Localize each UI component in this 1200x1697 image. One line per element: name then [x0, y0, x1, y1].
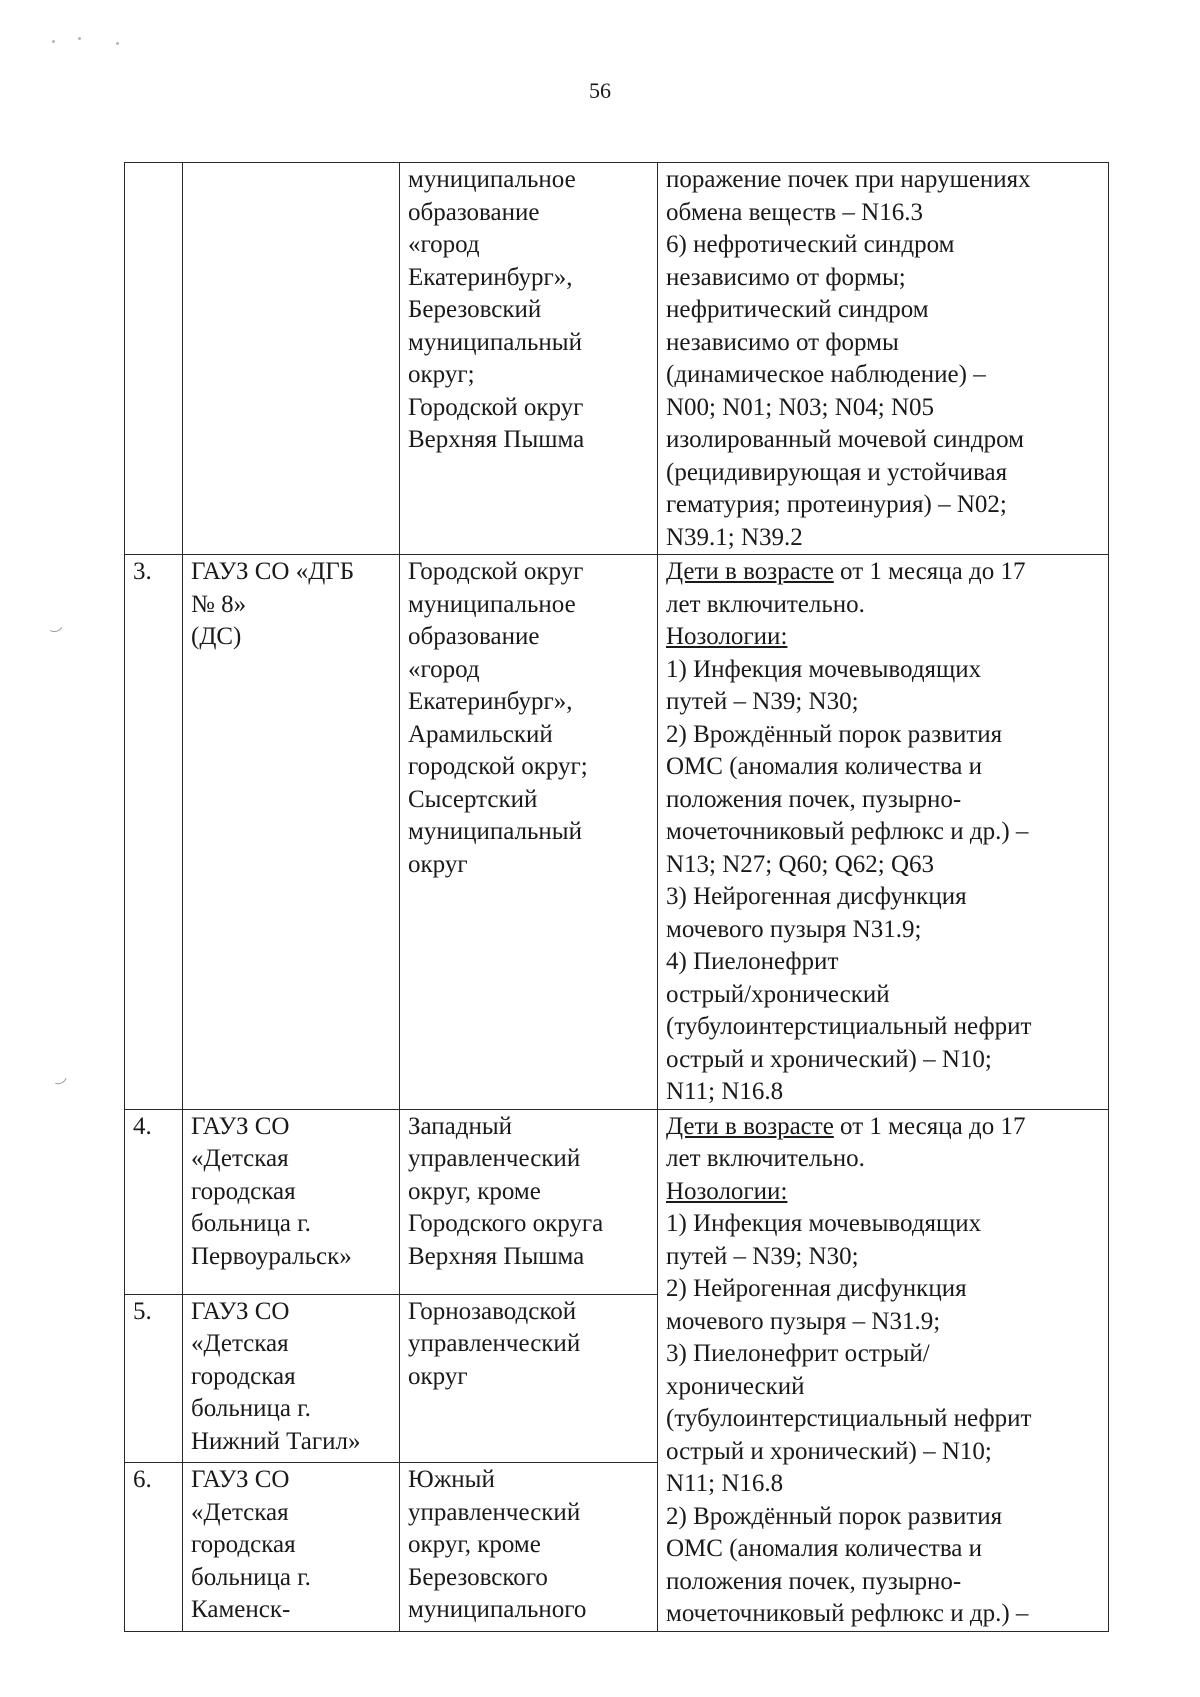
text-line: (рецидивирующая и устойчивая — [666, 458, 1008, 486]
text-line: положения почек, пузырно- — [666, 785, 962, 813]
text-line: мочевого пузыря – N31.9; — [666, 1307, 941, 1335]
row-number: 6. — [125, 1463, 183, 1631]
territory-cell — [400, 163, 658, 555]
text-line: городская — [191, 1177, 296, 1205]
age-range-cont: лет включительно. — [666, 1145, 865, 1172]
nosology-list — [666, 654, 1100, 1109]
text-line: округ — [408, 850, 468, 878]
text-line: Каменск- — [191, 1596, 291, 1624]
text-line: управленческий — [408, 1498, 581, 1526]
text-line: мочеточниковый рефлюкс и др.) – — [666, 818, 1029, 845]
text-line: городская — [191, 1362, 296, 1390]
text-line: Городской округ — [408, 558, 584, 585]
text-line: Сысертский — [408, 785, 538, 813]
text-line: Арамильский — [408, 720, 553, 748]
text-line: образование — [408, 198, 540, 226]
text-line: Екатеринбург», — [408, 688, 573, 715]
text-line: городской округ; — [408, 753, 588, 780]
text-line: Первоуральск» — [191, 1242, 352, 1270]
text-line: муниципальное — [408, 590, 576, 618]
text-line: 4) Пиелонефрит — [666, 948, 839, 975]
age-label: Дети в возрасте — [666, 1112, 834, 1140]
text-line: 2) Врождённый порок развития — [666, 720, 1003, 748]
text-line: ОМС (аномалия количества и — [666, 1535, 983, 1562]
scan-speck — [52, 40, 55, 43]
text-line: управленческий — [408, 1330, 581, 1358]
text-line: ГАУЗ СО «ДГБ — [191, 558, 355, 585]
text-line: гематурия; протеинурия) – N02; — [666, 491, 1007, 518]
text-line: независимо от формы; — [666, 263, 906, 291]
text-line: муниципальный — [408, 818, 582, 845]
text-line: Березовский — [408, 296, 542, 323]
text-line: путей – N39; N30; — [666, 688, 859, 715]
text-line: больница г. — [191, 1210, 311, 1237]
text-line: Горнозаводской — [408, 1297, 577, 1325]
text-line: N11; N16.8 — [666, 1470, 784, 1497]
organization-cell — [183, 1463, 400, 1631]
organization-cell — [183, 555, 400, 1110]
text-line: 2) Нейрогенная дисфункция — [666, 1275, 967, 1302]
row-number: 4. — [125, 1109, 183, 1294]
text-line: «Детская — [191, 1330, 289, 1358]
text-line: Екатеринбург», — [408, 263, 573, 291]
organization-cell — [183, 163, 400, 555]
text-line: больница г. — [191, 1563, 311, 1591]
text-line: 3) Нейрогенная дисфункция — [666, 883, 967, 910]
table-row — [125, 163, 1109, 555]
text-line: «Детская — [191, 1498, 289, 1526]
text-line: мочевого пузыря N31.9; — [666, 915, 922, 943]
text-line: мочеточниковый рефлюкс и др.) – — [666, 1600, 1029, 1627]
text-line: округ — [408, 1362, 468, 1390]
text-line: округ, кроме — [408, 1531, 541, 1559]
nosology-list — [666, 1208, 1100, 1631]
text-line: хронический — [666, 1372, 805, 1400]
text-line: городская — [191, 1531, 296, 1559]
text-line: муниципальный — [408, 328, 582, 356]
territory-cell — [400, 1463, 658, 1631]
text-line: 1) Инфекция мочевыводящих — [666, 655, 982, 683]
text-line: обмена веществ – N16.3 — [666, 198, 923, 226]
territory-cell — [400, 1294, 658, 1462]
territory-cell — [400, 555, 658, 1110]
territory-cell — [400, 1109, 658, 1294]
nosology-label: Нозологии: — [666, 623, 788, 650]
description-cell — [658, 555, 1109, 1110]
text-line: Западный — [408, 1112, 513, 1140]
table-row — [125, 555, 1109, 1110]
text-line: острый и хронический) – N10; — [666, 1437, 992, 1465]
text-line: управленческий — [408, 1145, 581, 1172]
scan-speck — [116, 42, 119, 45]
text-line: «город — [408, 655, 480, 683]
text-line: поражение почек при нарушениях — [666, 166, 1031, 193]
age-range: от 1 месяца до 17 — [833, 1112, 1026, 1140]
text-line: (динамическое наблюдение) – — [666, 361, 986, 388]
text-line: муниципального — [408, 1596, 587, 1624]
text-line: Нижний Тагил» — [191, 1427, 361, 1455]
text-line: 2) Врождённый порок развития — [666, 1502, 1003, 1530]
text-line: округ, кроме — [408, 1177, 541, 1205]
scan-speck — [78, 37, 81, 40]
text-line: N00; N01; N03; N04; N05 — [666, 393, 935, 421]
text-line: «город — [408, 231, 480, 258]
text-line: Березовского — [408, 1563, 548, 1591]
text-line: ОМС (аномалия количества и — [666, 753, 983, 780]
scan-mark — [48, 1067, 70, 1087]
regions-table — [124, 162, 1109, 1632]
text-line: ГАУЗ СО — [191, 1297, 290, 1325]
text-line: ГАУЗ СО — [191, 1466, 290, 1494]
text-line: (тубулоинтерстициальный нефрит — [666, 1013, 1032, 1040]
text-line: 6) нефротический синдром — [666, 231, 955, 258]
text-line: N11; N16.8 — [666, 1078, 784, 1105]
text-line: округ; — [408, 361, 475, 388]
row-number: 5. — [125, 1294, 183, 1462]
age-range: от 1 месяца до 17 — [833, 558, 1026, 585]
text-line: Южный — [408, 1466, 495, 1494]
text-line: 3) Пиелонефрит острый/ — [666, 1340, 930, 1367]
text-line: острый/хронический — [666, 980, 890, 1008]
text-line: нефритический синдром — [666, 296, 929, 323]
text-line: острый и хронический) – N10; — [666, 1045, 992, 1073]
scan-mark — [44, 616, 65, 634]
text-line: муниципальное — [408, 166, 576, 193]
organization-cell — [183, 1109, 400, 1294]
text-line: (ДС) — [191, 623, 242, 650]
text-line: Верхняя Пышма — [408, 426, 585, 453]
text-line: образование — [408, 623, 540, 650]
text-line: больница г. — [191, 1395, 311, 1423]
table-row — [125, 1109, 1109, 1294]
text-line: независимо от формы — [666, 328, 899, 356]
text-line: Верхняя Пышма — [408, 1242, 585, 1270]
text-line: ГАУЗ СО — [191, 1112, 290, 1140]
nosology-label: Нозологии: — [666, 1177, 788, 1205]
description-cell — [658, 163, 1109, 555]
text-line: N13; N27; Q60; Q62; Q63 — [666, 850, 935, 878]
text-line: положения почек, пузырно- — [666, 1567, 962, 1595]
description-cell-shared — [658, 1109, 1109, 1631]
row-number: 3. — [125, 555, 183, 1110]
text-line: 1) Инфекция мочевыводящих — [666, 1210, 982, 1237]
text-line: «Детская — [191, 1145, 289, 1172]
text-line: N39.1; N39.2 — [666, 523, 803, 551]
text-line: путей – N39; N30; — [666, 1242, 859, 1270]
age-range-cont: лет включительно. — [666, 590, 865, 618]
organization-cell — [183, 1294, 400, 1462]
text-line: Городского округа — [408, 1210, 604, 1237]
age-label: Дети в возрасте — [666, 558, 834, 585]
text-line: (тубулоинтерстициальный нефрит — [666, 1405, 1032, 1432]
text-line: № 8» — [191, 590, 247, 618]
text-line: Городской округ — [408, 393, 584, 421]
text-line: изолированный мочевой синдром — [666, 426, 1024, 453]
page-number: 56 — [589, 78, 611, 103]
row-number — [125, 163, 183, 555]
